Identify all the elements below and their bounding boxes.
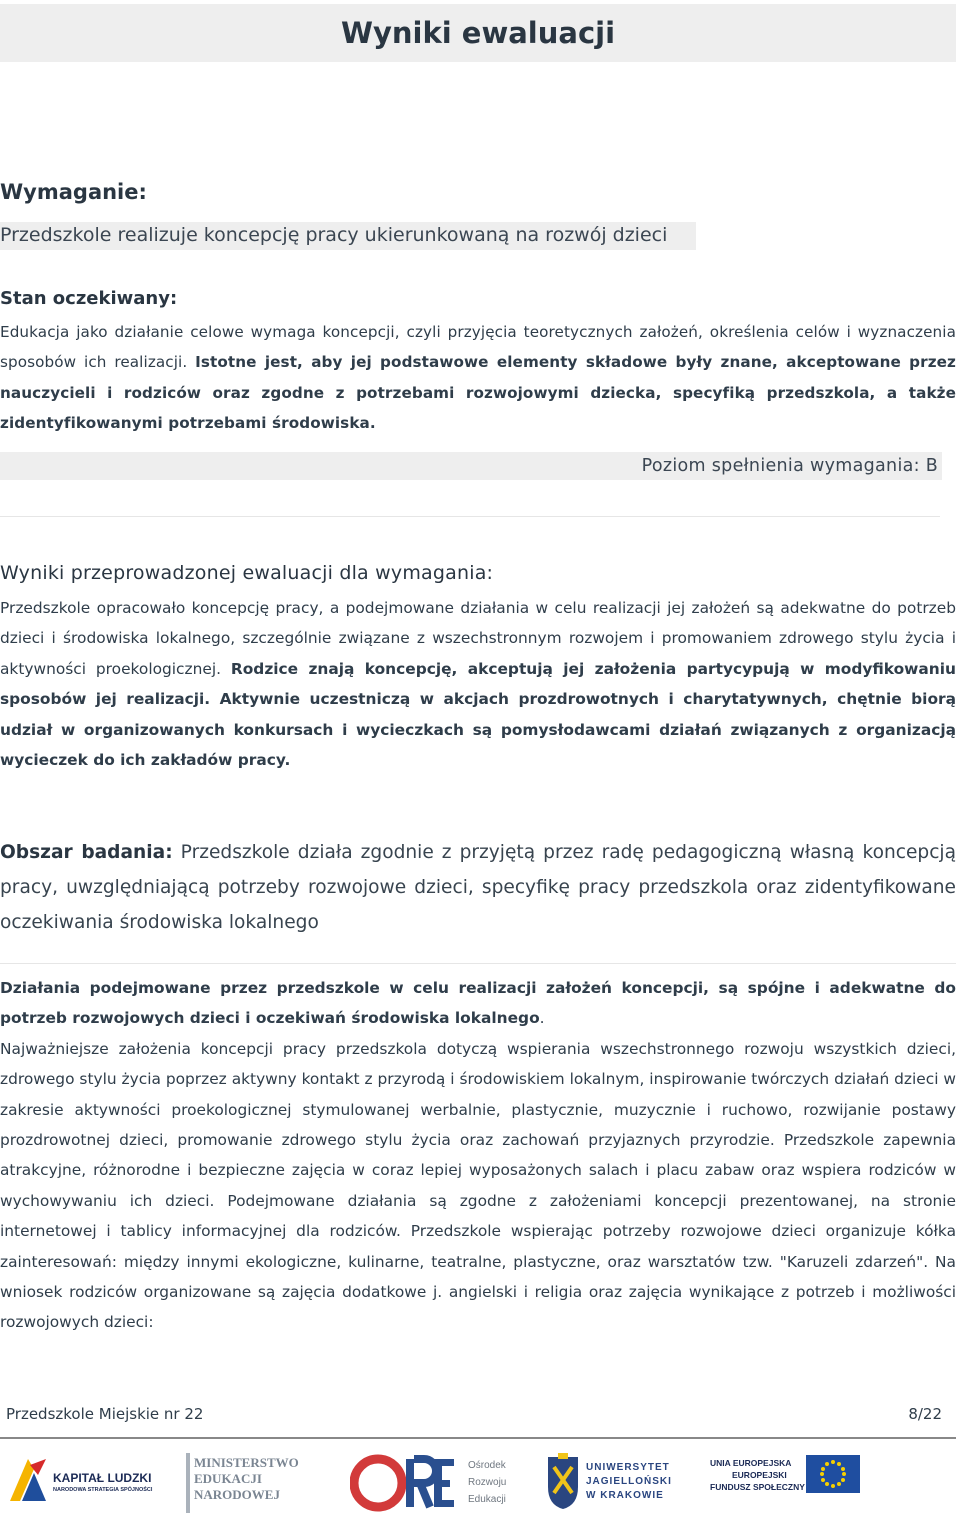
footer-page-number: 8/22	[908, 1405, 942, 1423]
actions-dot: .	[539, 1009, 545, 1028]
requirement-text: Przedszkole realizuje koncepcję pracy ukierunkowaną na rozwój dzieci	[0, 222, 696, 250]
expected-state-part1: Edukacja jako działanie celowe wymaga koncepcji, czyli przyjęcia teoretycznych założeń, określenia celów i wyznaczenia sposobów ich realizacji.	[0, 323, 956, 372]
actions-text: Najważniejsze założenia koncepcji pracy przedszkola dotyczą wspierania wszechstronnego rozwoju wszystkich dzieci, zdrowego stylu życia poprzez aktywny kontakt z przyrodą i środowiskiem lokalnym, inspirowanie twórczych działań dzieci w zakresie aktywności proekologicznej stymulowanej werbalnie, plastycznie, muzycznie i ruchowo, rozwijanie postawy prozdrowotnej dzieci, promowanie zdrowego stylu życia oraz zachowań przyjaznych przyrodzie. Przedszkole zapewnia atrakcyjne, różnorodne i bezpieczne zajęcia w coraz lepiej wyposażonych salach i placu zabaw oraz wspiera rodziców w wychowywaniu ich dzieci. Podejmowane działania są zgodne z założeniami koncepcji prezentowanej, na stronie internetowej i tablicy informacyjnej dla rodziców. Przedszkole wspierając potrzeby rozwojowe dzieci organizuje kółka zainteresowań: między innymi ekologiczne, kulinarne, teatralne, plastyczne, oraz warsztatów tzw. "Karuzeli zdarzeń". Na wniosek rodziców organizowane są zajęcia dodatkowe j. angielski i religia oraz zajęcia wynikające z potrzeb i możliwości rozwojowych dzieci:	[0, 1039, 956, 1332]
divider	[0, 516, 940, 517]
results-text	[0, 593, 956, 775]
men-logo	[186, 1445, 316, 1517]
actions-bold: Działania podejmowane przez przedszkole w celu realizacji założeń koncepcji, są spójne i adekwatne do potrzeb rozwojowych dzieci i oczekiwań środowiska lokalnego	[0, 979, 956, 1028]
men-logo-line1: MINISTERSTWO	[194, 1455, 299, 1470]
ore-logo-line2: Rozwoju	[468, 1477, 507, 1488]
uj-logo-line2: JAGIELLOŃSKI	[586, 1476, 672, 1487]
ore-logo-line1: Ośrodek	[468, 1460, 506, 1471]
eu-logo	[706, 1445, 876, 1517]
uj-logo-text	[586, 1461, 672, 1503]
research-area-text: Przedszkole działa zgodnie z przyjętą przez radę pedagogiczną własną koncepcją pracy, uwzględniającą potrzeby rozwojowe dzieci, specyfikę pracy przedszkola oraz zidentyfikowane oczekiwania środowiska lokalnego	[0, 842, 956, 933]
sponsor-logos	[0, 1445, 960, 1520]
ore-mark-icon	[350, 1453, 455, 1513]
uj-logo	[546, 1445, 686, 1517]
title-bar	[0, 4, 956, 62]
ore-logo	[350, 1445, 520, 1517]
divider	[0, 963, 956, 964]
research-area-label: Obszar badania:	[0, 842, 173, 863]
expected-state-heading: Stan oczekiwany:	[0, 288, 178, 309]
results-part2: Rodzice znają koncepcję, akceptują jej założenia partycypują w modyfikowaniu sposobów jej realizacji.	[0, 659, 956, 709]
uj-logo-line1: UNIWERSYTET	[586, 1462, 670, 1473]
eu-logo-line1: UNIA EUROPEJSKA	[710, 1458, 792, 1468]
page-title: Wyniki ewaluacji	[340, 16, 616, 50]
eu-flag-icon	[806, 1455, 860, 1493]
kapital-ludzki-logo	[8, 1445, 168, 1517]
ore-logo-text	[468, 1457, 506, 1508]
uj-crest-icon	[546, 1453, 580, 1511]
uj-logo-line3: W KRAKOWIE	[586, 1490, 664, 1501]
men-logo-line2: EDUKACJI	[194, 1471, 262, 1486]
actions-section	[0, 973, 956, 1338]
results-heading: Wyniki przeprowadzonej ewaluacji dla wymagania:	[0, 562, 494, 584]
level-bar	[0, 452, 942, 480]
men-logo-bar	[186, 1453, 190, 1513]
expected-state-text	[0, 317, 956, 438]
kapital-ludzki-name: KAPITAŁ LUDZKI	[53, 1471, 152, 1485]
kapital-ludzki-subtitle: NARODOWA STRATEGIA SPÓJNOŚCI	[53, 1487, 153, 1493]
ore-logo-line3: Edukacji	[468, 1494, 506, 1505]
results-part3: Aktywnie uczestniczą w akcjach prozdrowotnych i charytatywnych, chętnie biorą udział w organizowanych konkursach i wycieczkach są pomysłodawcami działań związanych z organizacją wycieczek do ich zakładów pracy.	[0, 690, 957, 770]
kapital-ludzki-icon	[8, 1455, 48, 1503]
level-text: Poziom spełnienia wymagania: B	[641, 456, 938, 476]
expected-state-part2: Istotne jest, aby jej podstawowe elementy składowe były znane, akceptowane przez nauczycieli i rodziców oraz zgodne z potrzebami rozwojowymi dziecka, specyfiką przedszkola, a także zidentyfikowanymi potrzebami środowiska.	[0, 353, 956, 432]
men-logo-text	[194, 1455, 299, 1503]
footer-divider	[0, 1437, 956, 1439]
research-area	[0, 835, 956, 940]
requirement-heading: Wymaganie:	[0, 180, 147, 204]
eu-logo-text	[710, 1457, 805, 1493]
eu-logo-line2: EUROPEJSKI	[732, 1470, 787, 1480]
eu-logo-line3: FUNDUSZ SPOŁECZNY	[710, 1482, 805, 1492]
footer-school-name: Przedszkole Miejskie nr 22	[6, 1405, 204, 1423]
men-logo-line3: NARODOWEJ	[194, 1487, 280, 1502]
results-part1: Przedszkole opracowało koncepcję pracy, a podejmowane działania w celu realizacji jej założeń są adekwatne do potrzeb dzieci i środowiska lokalnego, szczególnie związane z wszechstronnym rozwojem i promowaniem zdrowego stylu życia i aktywności proekologicznej.	[0, 599, 956, 678]
